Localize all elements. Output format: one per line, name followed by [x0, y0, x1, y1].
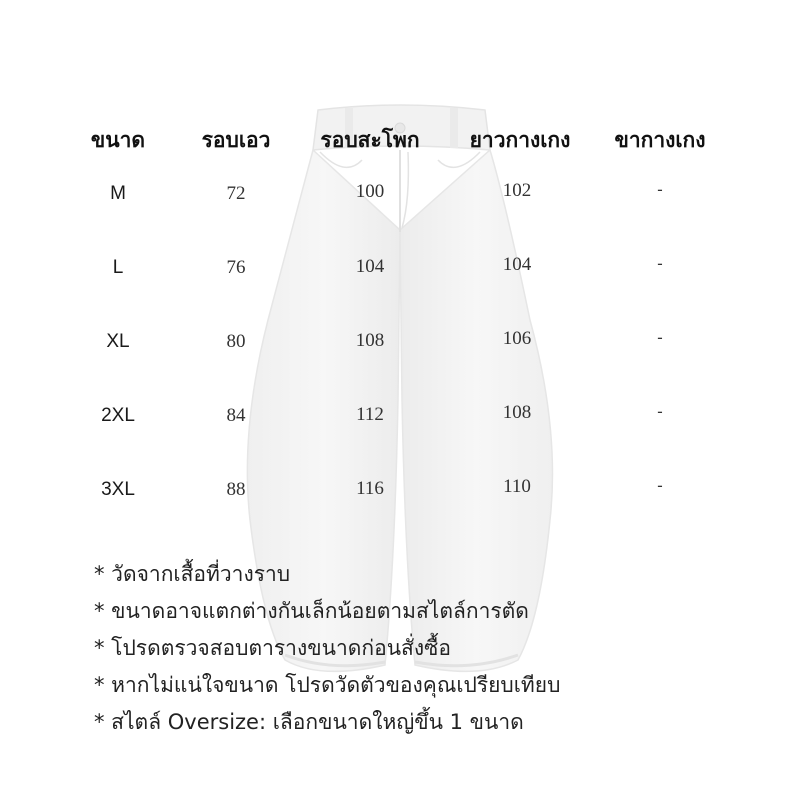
row-length: 102: [502, 180, 532, 201]
row-leg: -: [657, 402, 663, 421]
header-waist: รอบเอว: [201, 128, 271, 152]
row-size: L: [112, 257, 124, 278]
header-hip: รอบสะโพก: [320, 128, 420, 152]
row-waist: 80: [226, 331, 246, 352]
row-length: 108: [502, 402, 532, 423]
note-oversize: * สไตล์ Oversize: เลือกขนาดใหญ่ขึ้น 1 ขนาด: [94, 710, 524, 734]
header-length: ยาวกางเกง: [469, 128, 571, 152]
note-variance: * ขนาดอาจแตกต่างกันเล็กน้อยตามสไตล์การตัด: [94, 599, 529, 623]
row-waist: 88: [226, 479, 246, 500]
note-measure: * วัดจากเสื้อที่วางราบ: [94, 562, 291, 586]
row-size: M: [110, 183, 126, 204]
row-leg: -: [657, 180, 663, 199]
note-check-chart: * โปรดตรวจสอบตารางขนาดก่อนสั่งซื้อ: [94, 636, 451, 660]
row-length: 110: [503, 476, 531, 497]
row-leg: -: [657, 254, 663, 273]
row-waist: 72: [226, 183, 246, 204]
row-leg: -: [657, 476, 663, 495]
header-leg: ขากางเกง: [614, 128, 706, 152]
row-hip: 104: [355, 256, 385, 277]
row-length: 106: [502, 328, 532, 349]
row-size: 2XL: [101, 405, 135, 426]
header-size: ขนาด: [90, 128, 146, 152]
row-length: 104: [502, 254, 532, 275]
note-measure-yourself: * หากไม่แน่ใจขนาด โปรดวัดตัวของคุณเปรียบเทียบ: [94, 673, 561, 697]
row-waist: 84: [226, 405, 246, 426]
row-leg: -: [657, 328, 663, 347]
row-waist: 76: [226, 257, 246, 278]
row-hip: 116: [356, 478, 384, 499]
row-hip: 112: [356, 404, 384, 425]
row-size: 3XL: [101, 479, 135, 500]
row-hip: 108: [355, 330, 385, 351]
row-hip: 100: [355, 181, 385, 202]
row-size: XL: [106, 331, 130, 352]
